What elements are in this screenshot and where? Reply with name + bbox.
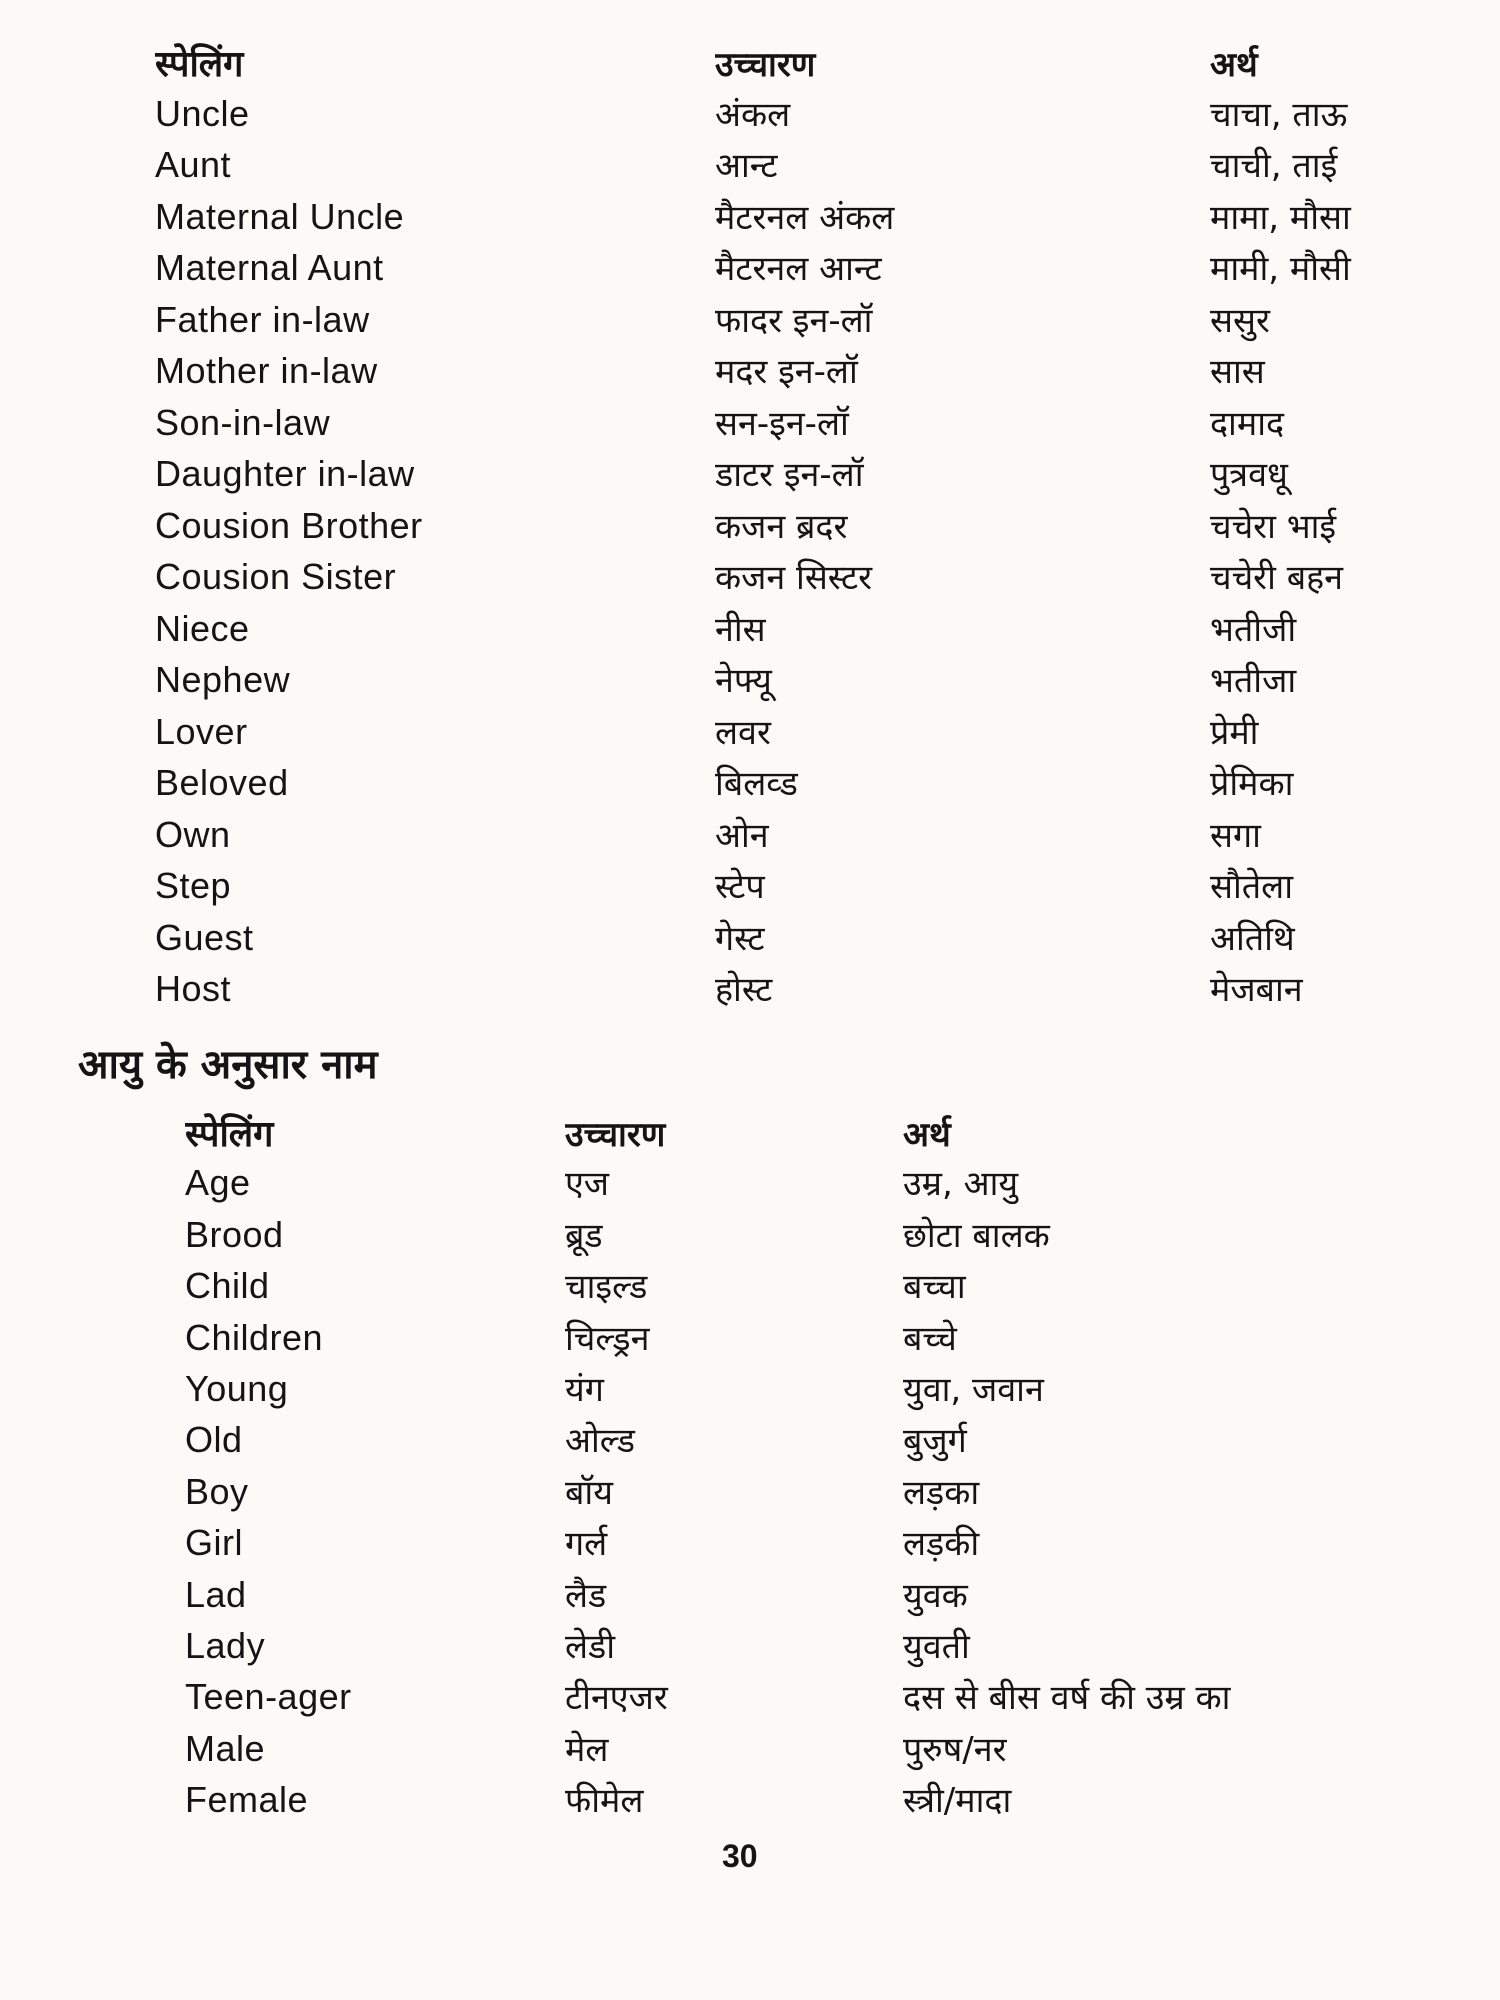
cell-spelling: Young <box>185 1367 289 1409</box>
cell-meaning: चचेरी बहन <box>1210 558 1344 598</box>
cell-meaning: पुरुष/नर <box>903 1729 1007 1770</box>
section-heading-age-names: आयु के अनुसार नाम <box>78 1042 378 1088</box>
cell-pronunciation: स्टेप <box>715 867 765 907</box>
cell-meaning: भतीजी <box>1210 609 1297 650</box>
cell-spelling: Own <box>155 813 231 855</box>
table-row <box>155 141 1450 193</box>
table-row <box>185 1622 1443 1673</box>
cell-pronunciation: यंग <box>565 1369 604 1410</box>
cell-meaning: सास <box>1210 352 1265 392</box>
cell-pronunciation: मैटरनल आन्ट <box>715 249 882 289</box>
cell-pronunciation: ओल्ड <box>565 1421 635 1462</box>
table-row <box>155 656 1450 708</box>
cell-pronunciation: बिलव्ड <box>715 764 798 804</box>
cell-meaning: ससुर <box>1210 300 1270 341</box>
cell-spelling: Age <box>185 1162 251 1204</box>
table-row <box>155 811 1450 863</box>
table-row <box>185 1314 1443 1365</box>
cell-pronunciation: अंकल <box>715 94 791 135</box>
cell-spelling: Uncle <box>155 92 250 134</box>
table-row <box>155 553 1450 605</box>
table-row <box>155 502 1450 554</box>
cell-pronunciation: मैटरनल अंकल <box>715 197 895 238</box>
cell-pronunciation: फीमेल <box>565 1781 644 1822</box>
table-row <box>155 862 1450 914</box>
cell-meaning: स्त्री/मादा <box>903 1781 1012 1822</box>
cell-spelling: Girl <box>185 1522 243 1564</box>
cell-meaning: चचेरा भाई <box>1210 506 1337 547</box>
cell-spelling: Maternal Uncle <box>155 195 405 237</box>
cell-meaning: अतिथि <box>1210 918 1295 959</box>
table-row <box>155 759 1450 811</box>
table-row <box>185 1673 1443 1724</box>
cell-meaning: उम्र, आयु <box>903 1164 1019 1205</box>
cell-pronunciation: लैड <box>565 1575 607 1616</box>
cell-meaning: चाचा, ताऊ <box>1210 94 1348 135</box>
table-row <box>185 1468 1443 1519</box>
cell-spelling: Cousion Sister <box>155 556 397 597</box>
cell-meaning: लड़की <box>903 1524 980 1565</box>
cell-spelling: Teen-ager <box>185 1676 352 1718</box>
cell-spelling: Lad <box>185 1573 247 1615</box>
cell-meaning: मामा, मौसा <box>1210 197 1351 238</box>
cell-pronunciation: लवर <box>715 712 771 753</box>
cell-pronunciation: चाइल्ड <box>565 1267 648 1308</box>
table-row <box>185 1365 1443 1416</box>
table-row <box>155 347 1450 399</box>
cell-pronunciation: नेफ्यू <box>715 661 772 701</box>
cell-spelling: Daughter in-law <box>155 453 415 494</box>
cell-meaning: बुजुर्ग <box>903 1421 967 1462</box>
table-body <box>185 1159 1443 1827</box>
table-row <box>155 605 1450 657</box>
cell-pronunciation: टीनएजर <box>565 1678 668 1719</box>
table-row <box>185 1262 1443 1313</box>
cell-pronunciation: सन-इन-लॉ <box>715 403 849 444</box>
cell-pronunciation: फादर इन-लॉ <box>715 300 873 341</box>
cell-pronunciation: कजन ब्रदर <box>715 506 848 547</box>
vocabulary-table-relatives <box>155 38 1450 1017</box>
table-header <box>185 1108 1443 1159</box>
table-row <box>185 1571 1443 1622</box>
cell-spelling: Father in-law <box>155 298 370 340</box>
cell-spelling: Old <box>185 1419 243 1461</box>
cell-spelling: Brood <box>185 1213 284 1255</box>
cell-spelling: Male <box>185 1727 266 1769</box>
cell-meaning: छोटा बालक <box>903 1215 1050 1256</box>
cell-pronunciation: डाटर इन-लॉ <box>715 455 864 495</box>
cell-spelling: Step <box>155 865 232 906</box>
table-header <box>155 38 1450 90</box>
cell-spelling: Lover <box>155 710 248 752</box>
cell-pronunciation: लेडी <box>565 1626 616 1667</box>
cell-meaning: युवक <box>903 1575 968 1616</box>
table-row <box>155 708 1450 760</box>
cell-spelling: Cousion Brother <box>155 504 423 546</box>
cell-spelling: Mother in-law <box>155 350 378 391</box>
cell-meaning: पुत्रवधू <box>1210 455 1288 495</box>
table-body <box>155 90 1450 1017</box>
table-row <box>185 1416 1443 1467</box>
cell-pronunciation: बॉय <box>565 1472 613 1513</box>
cell-pronunciation: गेस्ट <box>715 918 765 959</box>
cell-spelling: Niece <box>155 607 250 649</box>
cell-spelling: Guest <box>155 916 254 958</box>
header-spelling: स्पेलिंग <box>185 1114 274 1155</box>
cell-meaning: सगा <box>1210 815 1261 856</box>
cell-spelling: Children <box>185 1316 324 1358</box>
header-meaning: अर्थ <box>903 1115 951 1155</box>
cell-meaning: सौतेला <box>1210 867 1294 907</box>
cell-meaning: दस से बीस वर्ष की उम्र का <box>903 1678 1231 1719</box>
cell-pronunciation: मेल <box>565 1729 609 1770</box>
cell-spelling: Aunt <box>155 144 232 185</box>
cell-spelling: Lady <box>185 1624 266 1666</box>
table-row <box>185 1159 1443 1210</box>
cell-meaning: बच्चे <box>903 1318 957 1359</box>
page-number: 30 <box>722 1838 758 1874</box>
table-row <box>185 1776 1443 1827</box>
table-row <box>185 1725 1443 1776</box>
cell-spelling: Nephew <box>155 659 291 700</box>
table-row <box>155 90 1450 142</box>
header-pronunciation: उच्चारण <box>565 1115 666 1155</box>
cell-meaning: युवा, जवान <box>903 1369 1044 1410</box>
cell-meaning: प्रेमिका <box>1210 764 1294 804</box>
table-row <box>185 1211 1443 1262</box>
cell-pronunciation: ब्रूड <box>565 1215 603 1256</box>
table-row <box>155 965 1450 1017</box>
cell-pronunciation: गर्ल <box>565 1524 608 1565</box>
header-meaning: अर्थ <box>1210 45 1258 85</box>
cell-pronunciation: मदर इन-लॉ <box>715 352 858 392</box>
cell-meaning: मामी, मौसी <box>1210 249 1351 289</box>
cell-spelling: Host <box>155 968 232 1009</box>
table-row <box>155 193 1450 245</box>
table-row <box>155 399 1450 451</box>
cell-spelling: Beloved <box>155 762 289 803</box>
cell-pronunciation: आन्ट <box>715 146 778 186</box>
cell-spelling: Son-in-law <box>155 401 331 443</box>
table-row <box>155 244 1450 296</box>
header-pronunciation: उच्चारण <box>715 45 816 85</box>
cell-meaning: भतीजा <box>1210 661 1297 701</box>
cell-pronunciation: नीस <box>715 609 766 650</box>
cell-meaning: बच्चा <box>903 1267 966 1308</box>
cell-meaning: प्रेमी <box>1210 712 1259 753</box>
cell-meaning: दामाद <box>1210 403 1285 444</box>
cell-meaning: युवती <box>903 1626 970 1667</box>
cell-pronunciation: होस्ट <box>715 970 773 1010</box>
table-row <box>155 914 1450 966</box>
table-row <box>185 1519 1443 1570</box>
header-spelling: स्पेलिंग <box>155 44 244 85</box>
cell-meaning: चाची, ताई <box>1210 146 1338 186</box>
cell-meaning: लड़का <box>903 1472 980 1513</box>
cell-spelling: Female <box>185 1779 309 1821</box>
cell-spelling: Boy <box>185 1470 249 1512</box>
cell-pronunciation: कजन सिस्टर <box>715 558 873 598</box>
vocabulary-table-age <box>185 1108 1443 1827</box>
cell-pronunciation: एज <box>565 1164 610 1205</box>
table-row <box>155 296 1450 348</box>
cell-spelling: Maternal Aunt <box>155 247 384 288</box>
cell-spelling: Child <box>185 1265 270 1307</box>
cell-pronunciation: चिल्ड्रन <box>565 1318 650 1359</box>
cell-pronunciation: ओन <box>715 815 769 856</box>
cell-meaning: मेजबान <box>1210 970 1303 1010</box>
table-row <box>155 450 1450 502</box>
